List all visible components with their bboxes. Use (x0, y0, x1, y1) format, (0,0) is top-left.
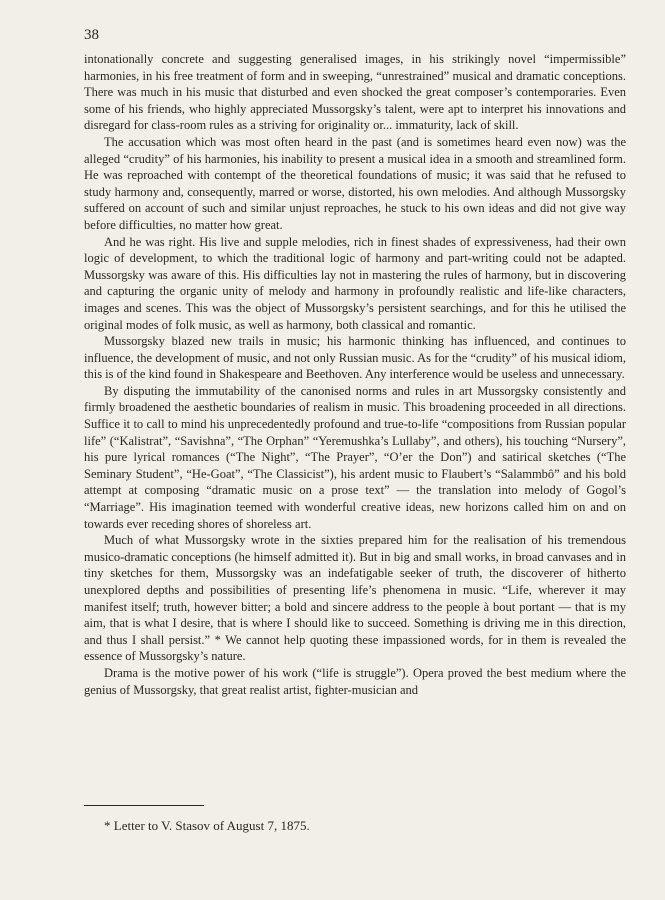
footnote-divider (84, 805, 204, 806)
paragraph: And he was right. His live and supple melodies, rich in finest shades of expressiveness, had their own logic of development, to which the traditional logic of harmony and part-writing could not be adapted. Mussorgsky was aware of this. His difficulties lay not in mastering the rules of harmony, but in discovering and capturing the organic unity of melody and harmony in profoundly realistic and life-like characters, images and scenes. This was the object of Mussorgsky’s persistent searchings, and for this he utilised the original modes of folk music, as well as harmony, both classical and romantic. (84, 234, 626, 332)
footnote: * Letter to V. Stasov of August 7, 1875. (104, 818, 310, 833)
paragraph: By disputing the immutability of the canonised norms and rules in art Mussorgsky consistently and firmly broadened the aesthetic boundaries of realism in music. This broadening proceeded in all directions. Suffice it to call to mind his unprecedentedly profound and true-to-life “compositions from Russian popular life” (“Kalistrat”, “Savishna”, “The Orphan” “Yeremushka’s Lullaby”, and others), his touching “Nursery”, his pure lyrical romances (“The Night”, “The Prayer”, “O’er the Don”) and satirical sketches (“The Seminary Student”, “He-Goat”, “The Classicist”), his ardent music to Flaubert’s “Salammbô” and his bold attempt at composing “dramatic music on a prose text” — the translation into melody of Gogol’s “Marriage”. His imagination teemed with wonderful creative ideas, new horizons called him on and on towards ever receding shores of shoreless art. (84, 383, 626, 531)
paragraph: The accusation which was most often heard in the past (and is sometimes heard even now) was the alleged “crudity” of his harmonies, his inability to present a musical idea in a smooth and streamlined form. He was reproached with contempt of the theoretical foundations of music; it was said that he refused to study harmony and, consequently, marred or worse, distorted, his own melodies. And although Mussorgsky suffered on account of such and similar unjust reproaches, he stuck to his own ideas and did not give way before difficulties, no matter how great. (84, 134, 626, 232)
paragraph: Much of what Mussorgsky wrote in the sixties prepared him for the realisation of his tremendous musico-dramatic conceptions (he himself admitted it). But in big and small works, in broad canvases and in tiny sketches for them, Mussorgsky was an indefatigable seeker of truth, the discoverer of hitherto unexplored depths and possibilities of presenting life’s phenomena in music. “Life, wherever it may manifest itself; truth, however bitter; a bold and sincere address to the people à bout portant — that is my aim, that is what I desire, that is where I should like to succeed. Something is driving me in this direction, and thus I shall persist.” * We cannot help quoting these impassioned words, for in them is revealed the essence of Mussorgsky’s nature. (84, 533, 626, 664)
paragraph: Drama is the motive power of his work (“life is struggle”). Opera proved the best medium where the genius of Mussorgsky, that great realist artist, fighter-musician and (84, 665, 626, 697)
body-text (84, 51, 626, 698)
page-number: 38 (84, 27, 99, 43)
paragraph: intonationally concrete and suggesting generalised images, in his strikingly novel “impermissible” harmonies, in his free treatment of form and in sweeping, “unrestrained” musical and dramatic conceptions. There was much in his music that disturbed and even shocked the great composer’s contemporaries. Even some of his friends, who highly appreciated Mussorgsky’s talent, were apt to interpret his innovations and disregard for class-room rules as a striving for originality or... immaturity, lack of skill. (84, 52, 626, 133)
paragraph: Mussorgsky blazed new trails in music; his harmonic thinking has influenced, and continues to influence, the development of music, and not only Russian music. As for the “crudity” of his musical idiom, this is of the kind found in Shakespeare and Beethoven. Any interference would be useless and unnecessary. (84, 334, 626, 382)
